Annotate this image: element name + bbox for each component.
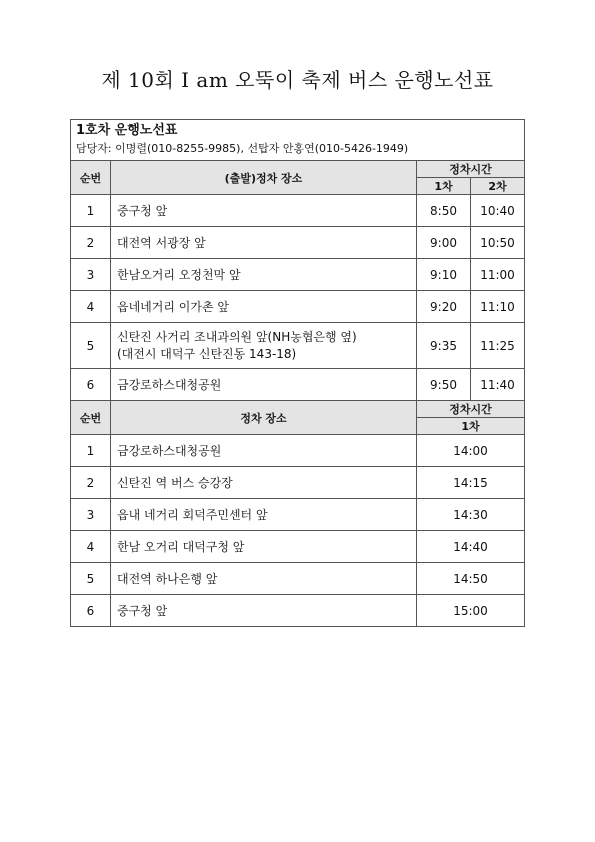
- first-time: 9:35: [417, 323, 471, 369]
- table-row: [71, 259, 525, 291]
- stop-name: 읍내 네거리 회덕주민센터 앞: [111, 499, 417, 531]
- stop-name: 대전역 하나은행 앞: [111, 563, 417, 595]
- table-row: [71, 563, 525, 595]
- stop-address: (대전시 대덕구 신탄진동 143-18): [117, 346, 297, 361]
- row-number: 3: [71, 259, 111, 291]
- second-time: 11:10: [471, 291, 525, 323]
- bus-info-cell: [71, 120, 525, 161]
- bus-info-row: [71, 120, 525, 161]
- row-number: 4: [71, 531, 111, 563]
- second-time: 10:40: [471, 195, 525, 227]
- second-time: 10:50: [471, 227, 525, 259]
- first-time: 14:00: [417, 435, 525, 467]
- stop-name: 중구청 앞: [111, 195, 417, 227]
- table-row: [71, 369, 525, 401]
- table-row: [71, 595, 525, 627]
- table1-col-second: 2차: [471, 178, 525, 195]
- stop-name: 대전역 서광장 앞: [111, 227, 417, 259]
- table1-header-row: [71, 161, 525, 178]
- stop-name: 읍네네거리 이가촌 앞: [111, 291, 417, 323]
- table-row: [71, 227, 525, 259]
- first-time: 14:50: [417, 563, 525, 595]
- row-number: 3: [71, 499, 111, 531]
- first-time: 9:50: [417, 369, 471, 401]
- bus-route-title: 1호차 운행노선표: [76, 123, 178, 138]
- table1-col-no: 순번: [71, 161, 111, 195]
- second-time: 11:40: [471, 369, 525, 401]
- row-number: 2: [71, 227, 111, 259]
- first-time: 9:10: [417, 259, 471, 291]
- row-number: 5: [71, 563, 111, 595]
- stop-name: 신탄진 역 버스 승강장: [111, 467, 417, 499]
- stop-name: 금강로하스대청공원: [111, 435, 417, 467]
- table-row: [71, 435, 525, 467]
- row-number: 1: [71, 195, 111, 227]
- table-row: [71, 499, 525, 531]
- page-title: 제 10회 I am 오뚝이 축제 버스 운행노선표: [101, 68, 494, 92]
- table2-header-row: [71, 401, 525, 418]
- table-row: [71, 323, 525, 369]
- first-time: 9:00: [417, 227, 471, 259]
- row-number: 2: [71, 467, 111, 499]
- table-row: [71, 291, 525, 323]
- first-time: 9:20: [417, 291, 471, 323]
- table1-col-time: 정차시간: [417, 161, 525, 178]
- table1-col-first: 1차: [417, 178, 471, 195]
- first-time: 8:50: [417, 195, 471, 227]
- row-number: 6: [71, 369, 111, 401]
- stop-name: 신탄진 사거리 조내과의원 앞(NH농협은행 옆): [117, 329, 357, 344]
- table-row: [71, 467, 525, 499]
- table-row: [71, 531, 525, 563]
- table2-col-no: 순번: [71, 401, 111, 435]
- first-time: 14:15: [417, 467, 525, 499]
- stop-name: 한남 오거리 대덕구청 앞: [111, 531, 417, 563]
- table2-col-stop: 정차 장소: [111, 401, 417, 435]
- table2-col-time: 정차시간: [417, 401, 525, 418]
- second-time: 11:00: [471, 259, 525, 291]
- stop-name-cell: [111, 323, 417, 369]
- row-number: 6: [71, 595, 111, 627]
- row-number: 4: [71, 291, 111, 323]
- table2-col-first: 1차: [417, 418, 525, 435]
- stop-name: 중구청 앞: [111, 595, 417, 627]
- second-time: 11:25: [471, 323, 525, 369]
- table-row: [71, 195, 525, 227]
- bus-manager-info: 담당자: 이명렬(010-8255-9985), 선탑자 안홍연(010-5426-1949): [76, 142, 409, 155]
- first-time: 14:30: [417, 499, 525, 531]
- table1-col-stop: (출발)정차 장소: [111, 161, 417, 195]
- schedule-table: [70, 119, 525, 627]
- stop-name: 한남오거리 오정천막 앞: [111, 259, 417, 291]
- row-number: 1: [71, 435, 111, 467]
- stop-name: 금강로하스대청공원: [111, 369, 417, 401]
- first-time: 15:00: [417, 595, 525, 627]
- first-time: 14:40: [417, 531, 525, 563]
- row-number: 5: [71, 323, 111, 369]
